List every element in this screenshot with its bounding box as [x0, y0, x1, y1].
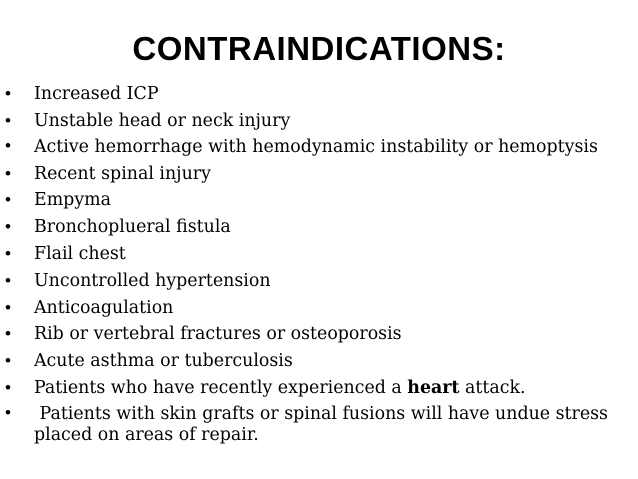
list-item-text-before: Patients who have recently experienced a [34, 377, 408, 398]
list-item-bold-word: heart [407, 377, 460, 398]
bullet-icon: • [5, 190, 11, 210]
list-item [5, 241, 630, 268]
bullet-icon: • [5, 377, 11, 397]
list-item [5, 187, 630, 214]
list-item [5, 402, 630, 449]
bullet-icon: • [5, 402, 11, 422]
list-item-text: Bronchoplueral fistula [34, 217, 231, 238]
bullet-icon: • [5, 297, 11, 317]
list-item-text-after: attack. [459, 377, 526, 398]
bullet-icon: • [5, 324, 11, 344]
list-item-text: Rib or vertebral fractures or osteoporosis [34, 324, 402, 345]
list-item [5, 268, 630, 295]
list-item [5, 295, 630, 322]
bullet-icon: • [5, 243, 11, 263]
list-item [5, 81, 630, 108]
list-item-text: Flail chest [34, 243, 126, 264]
list-item [5, 135, 630, 161]
list-item [5, 348, 630, 375]
bullet-icon: • [5, 110, 11, 130]
slide-title: CONTRAINDICATIONS: [132, 30, 506, 67]
list-item-text: Acute asthma or tuberculosis [34, 351, 293, 372]
list-item [5, 161, 630, 188]
list-item-text: Anticoagulation [34, 297, 174, 318]
list-item-text: Uncontrolled hypertension [34, 270, 271, 291]
list-item-text: Unstable head or neck injury [34, 110, 291, 131]
list-item-text: Empyma [34, 190, 112, 211]
list-item-text: Patients with skin grafts or spinal fusions will have undue stress placed on areas of repair. [34, 403, 614, 445]
list-item-text: Increased ICP [34, 84, 159, 104]
bullet-icon: • [5, 351, 11, 371]
list-item-text: Active hemorrhage with hemodynamic instability or hemoptysis [34, 136, 598, 157]
list-item [5, 321, 630, 348]
bullet-icon: • [5, 135, 11, 155]
contraindications-list [5, 81, 630, 449]
list-item [5, 214, 630, 241]
list-item [5, 108, 630, 135]
bullet-icon: • [5, 163, 11, 183]
bullet-icon: • [5, 84, 11, 103]
list-item-text: Recent spinal injury [34, 163, 211, 184]
bullet-icon: • [5, 217, 11, 237]
list-item [5, 375, 630, 402]
bullet-icon: • [5, 270, 11, 290]
